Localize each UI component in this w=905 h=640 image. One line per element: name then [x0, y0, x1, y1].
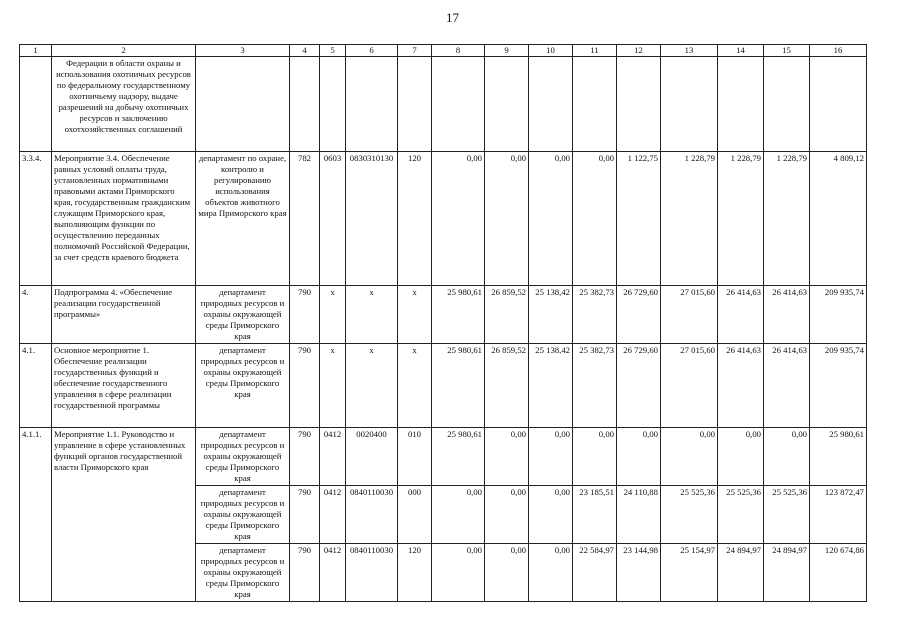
code-cell: 790: [290, 428, 320, 486]
value-cell: 0,00: [485, 544, 529, 602]
value-cell: 0,00: [432, 486, 485, 544]
code-cell: 0840110030: [346, 486, 398, 544]
value-cell: 25 525,36: [661, 486, 718, 544]
value-cell: 0,00: [718, 428, 764, 486]
row-number: 4.1.1.: [20, 428, 52, 602]
row-number: [20, 57, 52, 152]
value-cell: 26 729,60: [617, 286, 661, 344]
executor-cell: департамент природных ресурсов и охраны окружающей среды Приморского края: [196, 486, 290, 544]
table-header-row: [20, 45, 867, 57]
value-cell: 209 935,74: [810, 286, 867, 344]
value-cell: 0,00: [573, 152, 617, 286]
row-number: 4.1.: [20, 344, 52, 428]
code-cell: 120: [398, 544, 432, 602]
code-cell: 782: [290, 152, 320, 286]
value-cell: 0,00: [485, 428, 529, 486]
column-header: 9: [485, 45, 529, 57]
row-name: Мероприятие 1.1. Руководство и управление в сфере установленных функций органов государственной власти Приморского края: [52, 428, 196, 602]
code-cell: 0412: [320, 544, 346, 602]
code-cell: 790: [290, 344, 320, 428]
value-cell: 24 894,97: [718, 544, 764, 602]
value-cell: 26 414,63: [764, 344, 810, 428]
executor-cell: департамент по охране, контролю и регулированию использования объектов животного мира Приморского края: [196, 152, 290, 286]
row-number: 3.3.4.: [20, 152, 52, 286]
column-header: 13: [661, 45, 718, 57]
executor-cell: департамент природных ресурсов и охраны окружающей среды Приморского края: [196, 428, 290, 486]
value-cell: 0,00: [529, 152, 573, 286]
row-name: Федерации в области охраны и использования охотничьих ресурсов по федеральному государственному охотничьему надзору, выдаче разрешений на добычу охотничьих ресурсов и заключению охотхозяйственных соглашений: [52, 57, 196, 152]
value-cell: 25 980,61: [432, 344, 485, 428]
code-cell: 0603: [320, 152, 346, 286]
value-cell: 1 122,75: [617, 152, 661, 286]
executor-cell: департамент природных ресурсов и охраны окружающей среды Приморского края: [196, 544, 290, 602]
column-header: 10: [529, 45, 573, 57]
row-name: Подпрограмма 4. «Обеспечение реализации государственной программы»: [52, 286, 196, 344]
code-cell: 790: [290, 544, 320, 602]
column-header: 12: [617, 45, 661, 57]
value-cell: 0,00: [529, 486, 573, 544]
code-cell: х: [320, 344, 346, 428]
code-cell: х: [346, 344, 398, 428]
row-name: Мероприятие 3.4. Обеспечение равных условий оплаты труда, установленных нормативными правовыми актами Приморского края, государственным гражданским служащим Приморского края, выполняющим функции по осуществлению переданных полномочий Российской Федерации, за счет средств краевого бюджета: [52, 152, 196, 286]
code-cell: 120: [398, 152, 432, 286]
value-cell: 209 935,74: [810, 344, 867, 428]
value-cell: 24 110,88: [617, 486, 661, 544]
column-header: 15: [764, 45, 810, 57]
column-header: 8: [432, 45, 485, 57]
code-cell: 0830310130: [346, 152, 398, 286]
value-cell: 26 414,63: [718, 344, 764, 428]
column-header: 11: [573, 45, 617, 57]
column-header: 2: [52, 45, 196, 57]
value-cell: 25 138,42: [529, 286, 573, 344]
value-cell: 1 228,79: [661, 152, 718, 286]
table-row: [20, 286, 867, 344]
value-cell: 26 859,52: [485, 286, 529, 344]
row-name: Основное мероприятие 1. Обеспечение реализации государственных функций и обеспечение государственного управления в сфере реализации государственной программы: [52, 344, 196, 428]
value-cell: 27 015,60: [661, 344, 718, 428]
table-row: [20, 344, 867, 428]
value-cell: 0,00: [661, 428, 718, 486]
code-cell: 010: [398, 428, 432, 486]
value-cell: 25 525,36: [764, 486, 810, 544]
value-cell: 0,00: [764, 428, 810, 486]
code-cell: х: [346, 286, 398, 344]
value-cell: 25 154,97: [661, 544, 718, 602]
column-header: 5: [320, 45, 346, 57]
code-cell: х: [398, 344, 432, 428]
value-cell: 27 015,60: [661, 286, 718, 344]
value-cell: 1 228,79: [764, 152, 810, 286]
value-cell: 0,00: [432, 152, 485, 286]
column-header: 6: [346, 45, 398, 57]
code-cell: 790: [290, 486, 320, 544]
value-cell: 25 980,61: [432, 428, 485, 486]
code-cell: 000: [398, 486, 432, 544]
column-header: 7: [398, 45, 432, 57]
code-cell: х: [320, 286, 346, 344]
value-cell: 25 980,61: [432, 286, 485, 344]
executor-cell: департамент природных ресурсов и охраны окружающей среды Приморского края: [196, 286, 290, 344]
code-cell: 790: [290, 286, 320, 344]
value-cell: 24 894,97: [764, 544, 810, 602]
column-header: 14: [718, 45, 764, 57]
row-number: 4.: [20, 286, 52, 344]
column-header: 4: [290, 45, 320, 57]
value-cell: 0,00: [432, 544, 485, 602]
value-cell: 0,00: [485, 152, 529, 286]
value-cell: 0,00: [529, 544, 573, 602]
value-cell: 123 872,47: [810, 486, 867, 544]
table-row: [20, 428, 867, 486]
value-cell: 1 228,79: [718, 152, 764, 286]
value-cell: 25 525,36: [718, 486, 764, 544]
table-row: [20, 152, 867, 286]
value-cell: 23 144,98: [617, 544, 661, 602]
code-cell: 0840110030: [346, 544, 398, 602]
page-number: 17: [446, 10, 459, 25]
column-header: 1: [20, 45, 52, 57]
budget-table: [19, 44, 867, 602]
value-cell: 25 382,73: [573, 344, 617, 428]
value-cell: 0,00: [617, 428, 661, 486]
column-header: 16: [810, 45, 867, 57]
value-cell: 25 382,73: [573, 286, 617, 344]
value-cell: 26 414,63: [718, 286, 764, 344]
value-cell: 26 859,52: [485, 344, 529, 428]
value-cell: 0,00: [529, 428, 573, 486]
value-cell: 0,00: [485, 486, 529, 544]
value-cell: 26 414,63: [764, 286, 810, 344]
value-cell: 0,00: [573, 428, 617, 486]
value-cell: 23 185,51: [573, 486, 617, 544]
value-cell: 25 980,61: [810, 428, 867, 486]
value-cell: 26 729,60: [617, 344, 661, 428]
code-cell: 0412: [320, 428, 346, 486]
executor-cell: департамент природных ресурсов и охраны окружающей среды Приморского края: [196, 344, 290, 428]
column-header: 3: [196, 45, 290, 57]
value-cell: 120 674,86: [810, 544, 867, 602]
code-cell: 0412: [320, 486, 346, 544]
code-cell: 0020400: [346, 428, 398, 486]
value-cell: 4 809,12: [810, 152, 867, 286]
table-row: [20, 57, 867, 152]
value-cell: 25 138,42: [529, 344, 573, 428]
value-cell: 22 584,97: [573, 544, 617, 602]
code-cell: х: [398, 286, 432, 344]
